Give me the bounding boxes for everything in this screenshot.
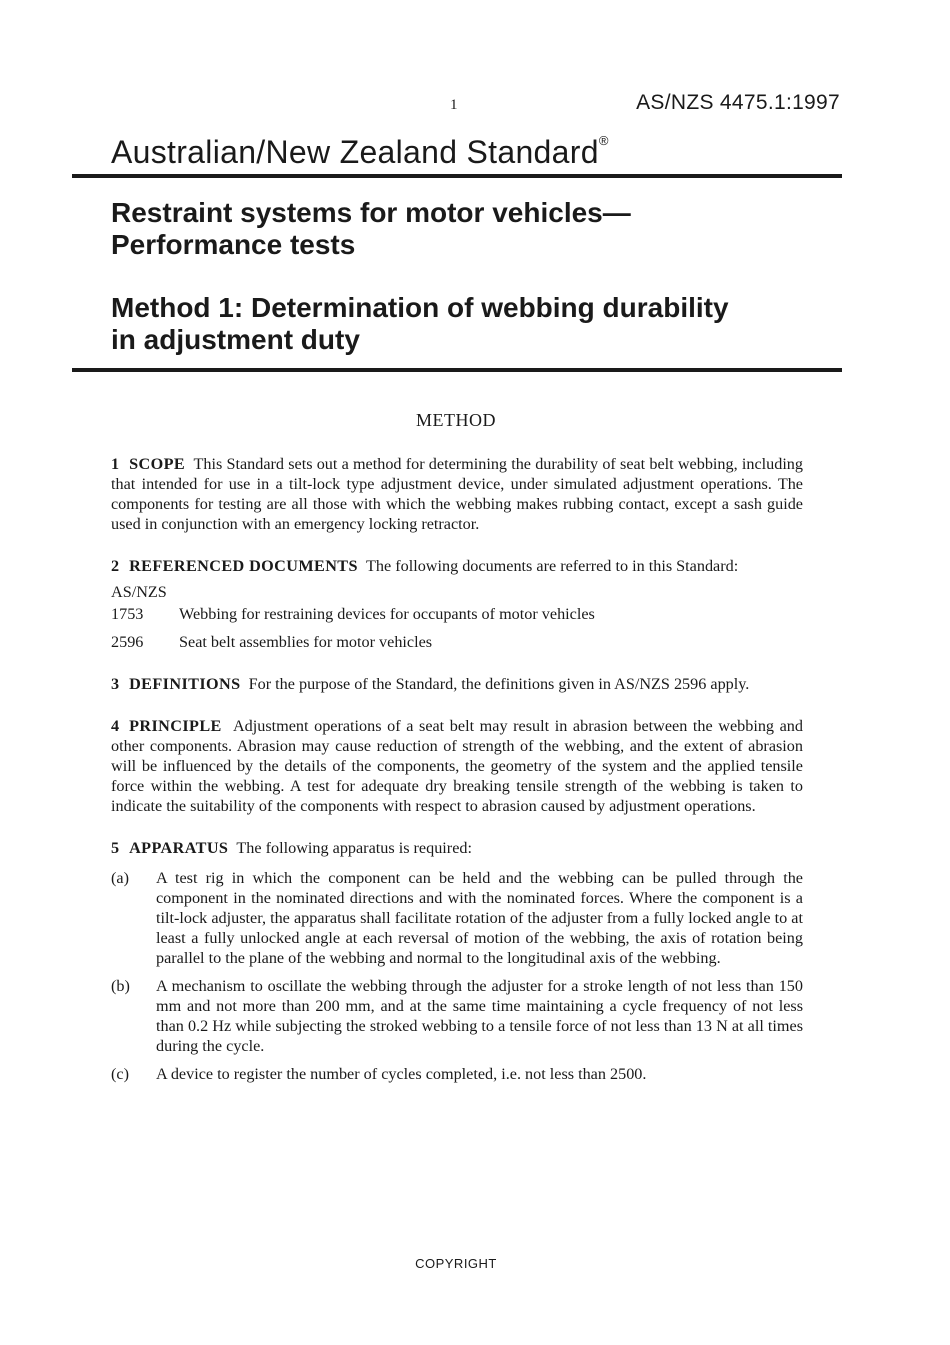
page-number: 1 <box>450 97 458 113</box>
copyright-footer: COPYRIGHT <box>415 1256 497 1271</box>
method-title-line-1: Method 1: Determination of webbing durability <box>111 292 729 323</box>
clause-text: For the purpose of the Standard, the definitions given in AS/NZS 2596 apply. <box>248 675 750 693</box>
reference-item <box>111 632 803 652</box>
item-letter: (a) <box>111 869 129 887</box>
item-letter: (b) <box>111 977 130 995</box>
clause-text: The following documents are referred to in this Standard: <box>366 557 739 575</box>
item-text: A mechanism to oscillate the webbing through the adjuster for a stroke length of not less than 150 mm and not more than 200 mm, and at the same time maintaining a cycle frequency of not less than 0.2 Hz while subjecting the stroked webbing to a tensile force of not less than 13 N at all times during the cycle. <box>156 977 803 1055</box>
clause-number: 4 <box>111 717 120 735</box>
method-title-line-2: in adjustment duty <box>111 324 360 355</box>
clause-number: 1 <box>111 455 120 473</box>
standard-code: AS/NZS 4475.1:1997 <box>636 91 840 114</box>
document-title <box>111 197 631 261</box>
clause-text: This Standard sets out a method for determining the durability of seat belt webbing, including that intended for use in a tilt-lock type adjustment device, under simulated adjustment operations. The components for testing are all those with which the webbing makes rubbing contact, except a sash guide used in conjunction with an emergency locking retractor. <box>111 455 803 533</box>
clause-number: 3 <box>111 675 120 693</box>
reference-number: 2596 <box>111 633 144 651</box>
standard-name <box>111 134 609 171</box>
title-rule <box>72 368 842 372</box>
reference-number: 1753 <box>111 605 144 623</box>
clause-heading: APPARATUS <box>129 839 229 857</box>
clause-apparatus <box>111 838 803 858</box>
registered-mark: ® <box>598 133 609 149</box>
clause-number: 2 <box>111 557 120 575</box>
clause-text: Adjustment operations of a seat belt may result in abrasion between the webbing and other components. Abrasion may cause reduction of strength of the webbing, and the extent of abrasion will be influenced by the details of the components, the geometry of the system and the applied tensile force within the webbing. A test for adequate dry breaking tensile strength of the webbing is taken to indicate the suitability of the components with respect to abrasion caused by adjustment operations. <box>111 717 803 815</box>
item-text: A test rig in which the component can be held and the webbing can be pulled through the component in the nominated directions and with the nominated forces. Where the component is a tilt-lock adjuster, the apparatus shall facilitate rotation of the adjuster from a fully locked angle to at least a fully unlocked angle at each reversal of motion of the webbing, the axis of rotation being parallel to the plane of the webbing and normal to the longitudinal axis of the webbing. <box>156 869 803 967</box>
apparatus-item <box>111 868 803 968</box>
clause-definitions <box>111 674 803 694</box>
clause-text: The following apparatus is required: <box>236 839 472 857</box>
clause-scope <box>111 454 803 534</box>
clause-referenced-documents <box>111 556 803 576</box>
reference-title: Webbing for restraining devices for occupants of motor vehicles <box>179 605 595 623</box>
reference-title: Seat belt assemblies for motor vehicles <box>179 633 433 651</box>
standard-name-text: Australian/New Zealand Standard <box>111 134 599 170</box>
header-rule <box>72 174 842 178</box>
section-heading: METHOD <box>416 410 496 430</box>
document-body <box>111 454 803 1092</box>
clause-heading: PRINCIPLE <box>129 717 222 735</box>
apparatus-item <box>111 1064 803 1084</box>
clause-heading: REFERENCED DOCUMENTS <box>129 557 358 575</box>
title-line-2: Performance tests <box>111 229 356 260</box>
item-letter: (c) <box>111 1065 129 1083</box>
apparatus-item <box>111 976 803 1056</box>
method-title <box>111 292 729 356</box>
clause-heading: DEFINITIONS <box>129 675 241 693</box>
title-line-1: Restraint systems for motor vehicles— <box>111 197 631 228</box>
item-text: A device to register the number of cycles completed, i.e. not less than 2500. <box>156 1065 647 1083</box>
clause-principle <box>111 716 803 816</box>
reference-group-label: AS/NZS <box>111 583 167 601</box>
clause-number: 5 <box>111 839 120 857</box>
reference-item <box>111 604 803 624</box>
clause-heading: SCOPE <box>129 455 186 473</box>
